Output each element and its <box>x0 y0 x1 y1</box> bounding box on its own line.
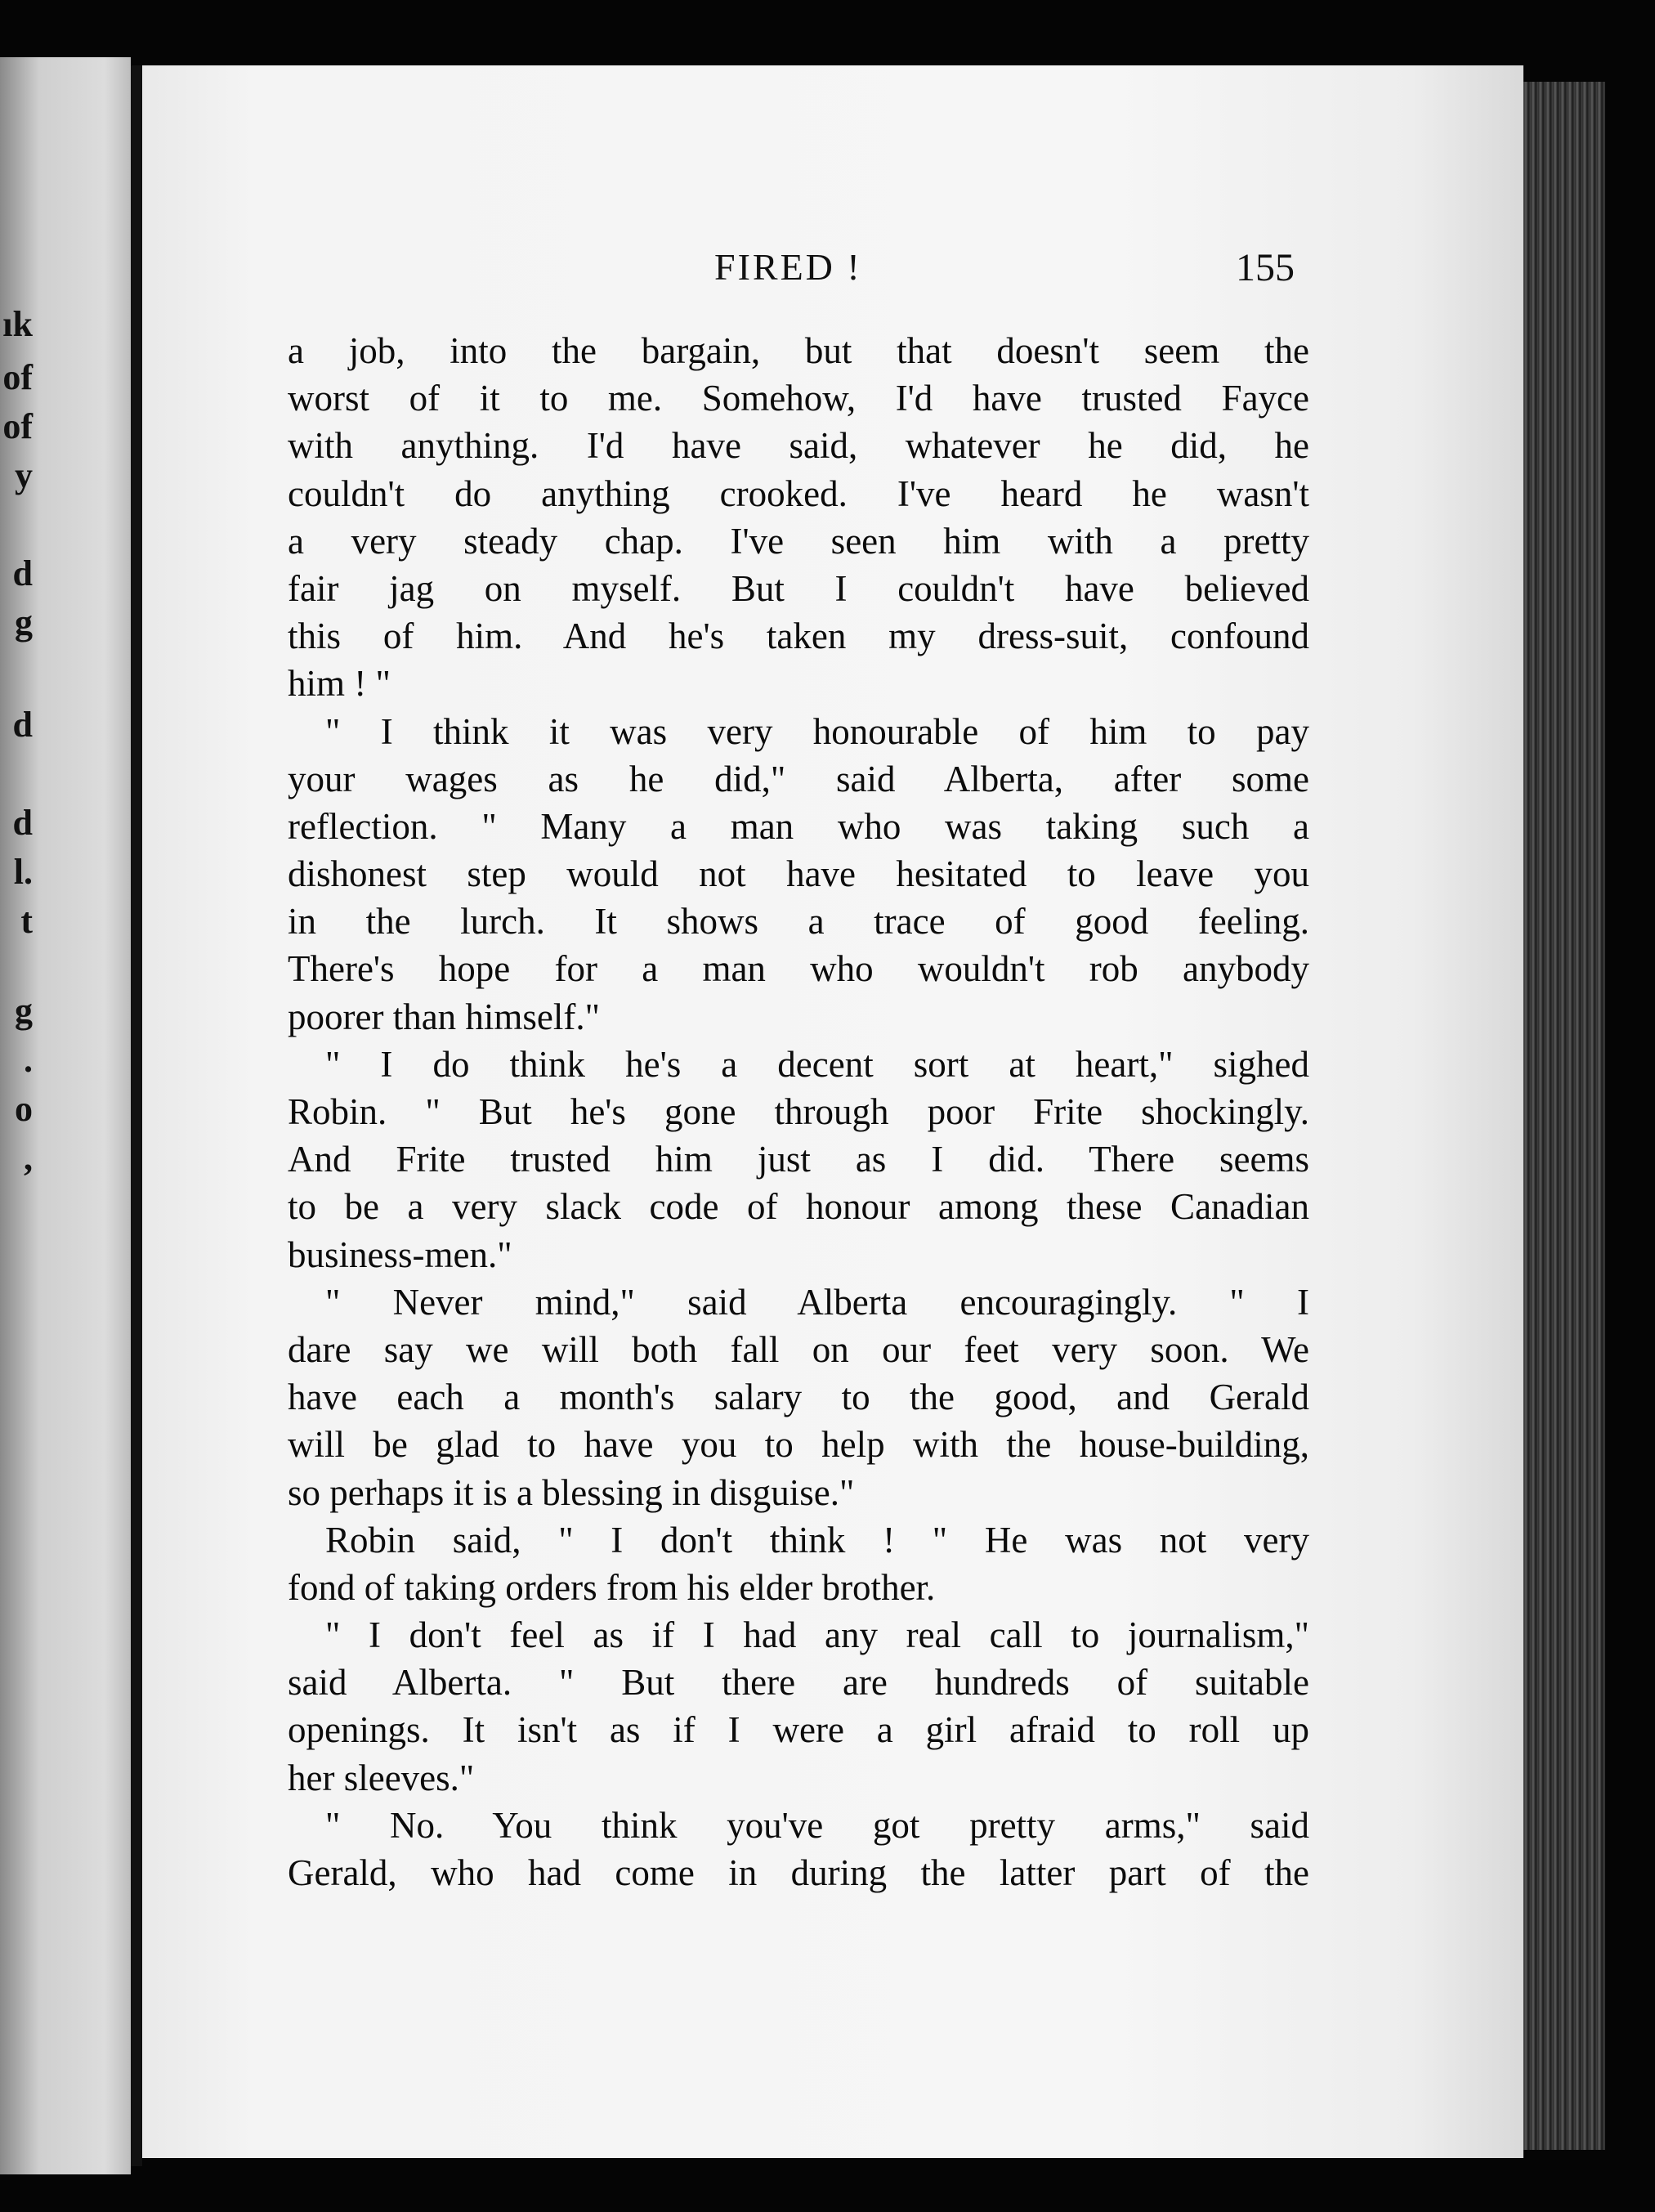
text-line: with anything. I'd have said, whatever he did, he <box>288 425 1309 467</box>
text-line: Gerald, who had come in during the latter part of the <box>288 1852 1309 1893</box>
facing-page-fragment: . <box>24 1040 33 1080</box>
text-line: " Never mind," said Alberta encouragingly. " I <box>325 1281 1309 1323</box>
text-line: so perhaps it is a blessing in disguise." <box>288 1471 855 1513</box>
text-line: said Alberta. " But there are hundreds of suitable <box>288 1662 1309 1704</box>
text-line: dishonest step would not have hesitated to leave you <box>288 853 1309 895</box>
text-line: And Frite trusted him just as I did. There seems <box>288 1139 1309 1180</box>
text-line: will be glad to have you to help with the house-building, <box>288 1424 1309 1466</box>
facing-page-fragment: g <box>15 991 33 1031</box>
facing-page-fragment: ık <box>2 304 33 344</box>
facing-page-fragment: g <box>15 602 33 643</box>
text-line: your wages as he did," said Alberta, after some <box>288 758 1309 799</box>
text-line: this of him. And he's taken my dress-suit, confound <box>288 616 1309 657</box>
text-line: worst of it to me. Somehow, I'd have trusted Fayce <box>288 378 1309 419</box>
facing-page-fragment: d <box>12 803 33 843</box>
text-line: to be a very slack code of honour among these Canadian <box>288 1186 1309 1228</box>
body-text <box>288 327 1309 1896</box>
text-line: " I think it was very honourable of him to pay <box>325 710 1309 752</box>
text-line: business-men." <box>288 1234 512 1275</box>
facing-page-fragment: of <box>2 406 33 446</box>
facing-page-fragment: y <box>15 455 33 495</box>
text-line: fair jag on myself. But I couldn't have believed <box>288 567 1309 609</box>
text-line: " I don't feel as if I had any real call to journalism," <box>325 1614 1309 1656</box>
running-head: FIRED ! <box>714 246 862 288</box>
text-line: poorer than himself." <box>288 996 601 1037</box>
text-line: Robin said, " I don't think ! " He was not very <box>325 1519 1309 1560</box>
text-line: a job, into the bargain, but that doesn't seem the <box>288 330 1309 371</box>
text-line: Robin. " But he's gone through poor Frite shockingly. <box>288 1091 1309 1132</box>
facing-page-fragment: , <box>24 1138 33 1178</box>
facing-page-fragment: o <box>15 1089 33 1129</box>
facing-page-edge <box>0 57 131 2174</box>
text-line: dare say we will both fall on our feet very soon. We <box>288 1328 1309 1370</box>
book-gutter <box>131 65 142 2166</box>
text-line: her sleeves." <box>288 1757 475 1798</box>
text-line: in the lurch. It shows a trace of good feeling. <box>288 901 1309 943</box>
text-line: reflection. " Many a man who was taking such a <box>288 805 1309 847</box>
text-line: " I do think he's a decent sort at heart," sighed <box>325 1043 1309 1085</box>
page-header <box>142 245 1523 302</box>
text-line: " No. You think you've got pretty arms," said <box>325 1804 1309 1846</box>
page-number: 155 <box>1236 246 1295 289</box>
text-line: a very steady chap. I've seen him with a pretty <box>288 520 1309 562</box>
text-line: him ! " <box>288 663 391 705</box>
facing-page-fragment: of <box>2 357 33 397</box>
text-line: There's hope for a man who wouldn't rob anybody <box>288 948 1309 990</box>
text-line: have each a month's salary to the good, and Gerald <box>288 1377 1309 1418</box>
facing-page-fragment: l. <box>13 852 33 892</box>
text-line: openings. It isn't as if I were a girl afraid to roll up <box>288 1709 1309 1751</box>
text-line: couldn't do anything crooked. I've heard he wasn't <box>288 472 1309 514</box>
facing-page-fragment: t <box>20 901 33 941</box>
facing-page-fragment: d <box>12 705 33 745</box>
facing-page-fragment: d <box>12 553 33 593</box>
text-line: fond of taking orders from his elder brother. <box>288 1566 936 1608</box>
page-stack-edge <box>1523 82 1605 2150</box>
